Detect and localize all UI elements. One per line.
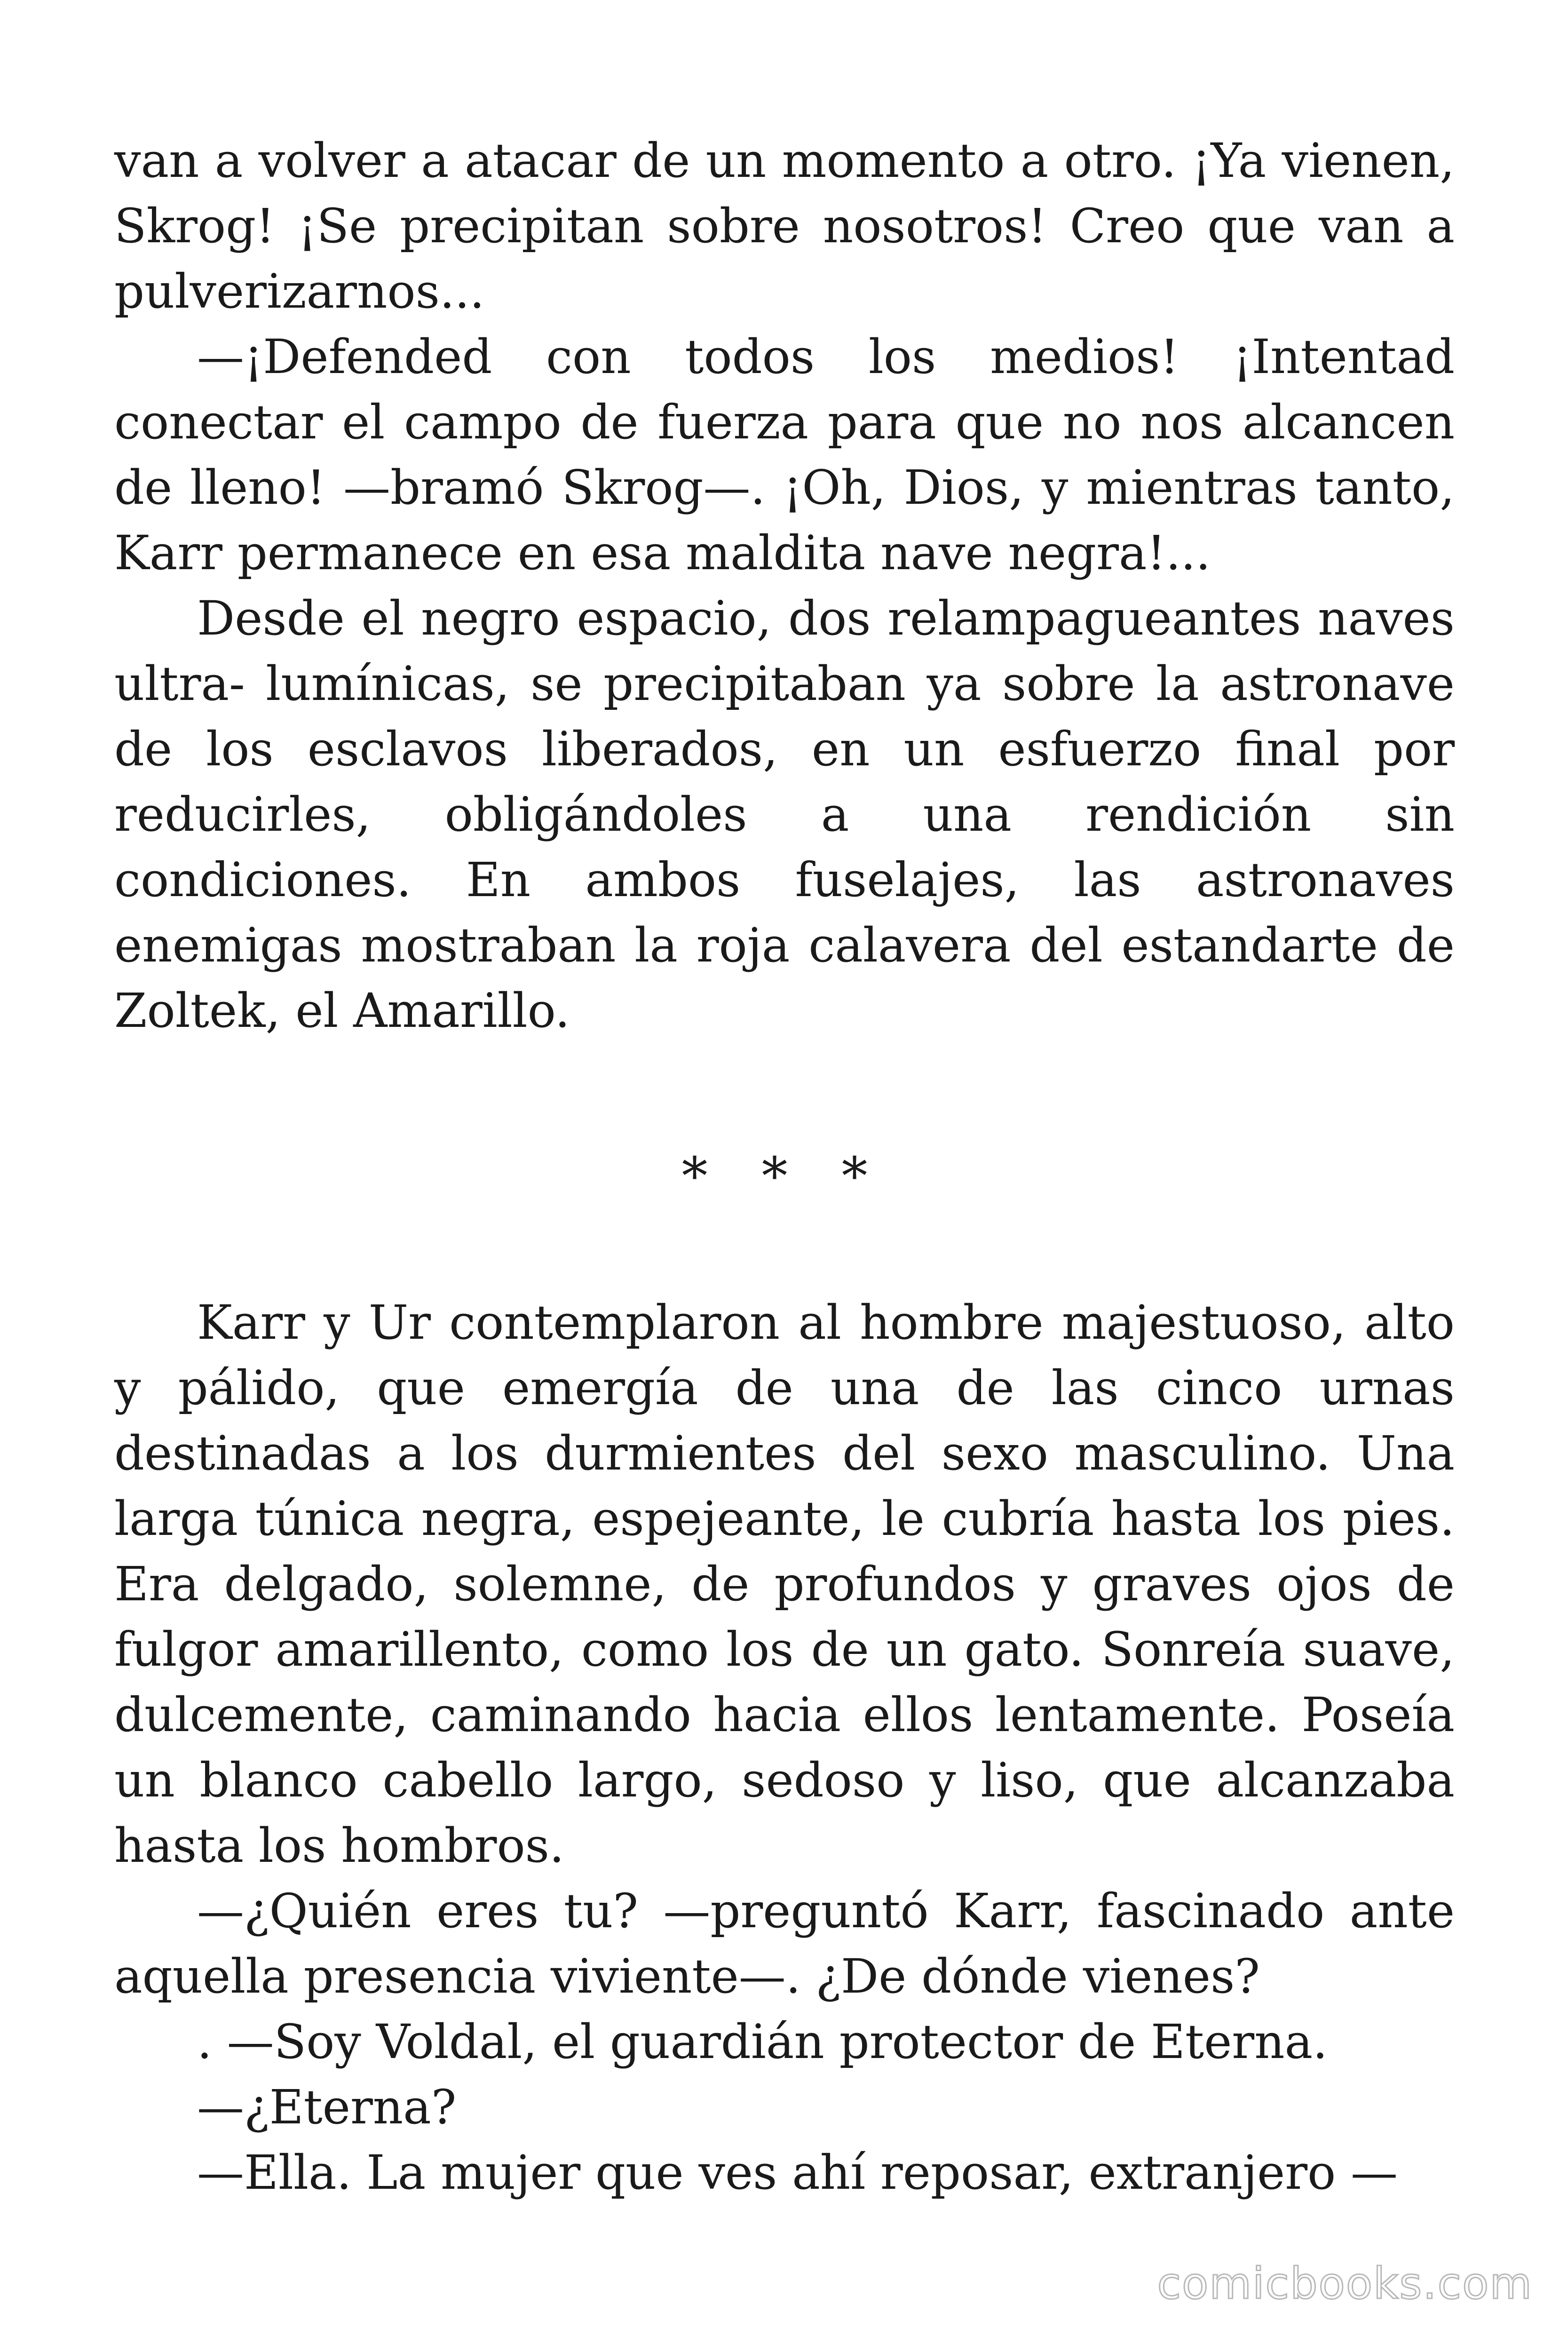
paragraph: —¿Quién eres tu? —preguntó Karr, fascinado ante aquella presencia viviente—. ¿De dónde vienes? <box>114 1883 1455 2004</box>
paragraph: Karr y Ur contemplaron al hombre majestuoso, alto y pálido, que emergía de una de las cinco urnas destinadas a los durmientes del sexo masculino. Una larga túnica negra, espejeante, le cubría hasta los pies. Era delgado, solemne, de profundos y graves ojos de fulgor amarillento, como los de un gato. Sonreía suave, dulcemente, caminando hacia ellos lentamente. Poseía un blanco cabello largo, sedoso y liso, que alcanzaba hasta los hombros. <box>114 1295 1455 1873</box>
text-block-bottom <box>114 1290 1455 2205</box>
paragraph: van a volver a atacar de un momento a otro. ¡Ya vienen, Skrog! ¡Se precipitan sobre nosotros! Creo que van a pulverizarnos... <box>114 133 1455 319</box>
paragraph: . —Soy Voldal, el guardián protector de Eterna. <box>197 2014 1328 2069</box>
watermark: comicbooks.com <box>1157 2258 1533 2309</box>
text-block-top <box>114 128 1455 1043</box>
paragraph: —¡Defended con todos los medios! ¡Intentad conectar el campo de fuerza para que no nos alcancen de lleno! —bramó Skrog—. ¡Oh, Dios, y mientras tanto, Karr permanece en esa maldita nave negra!... <box>114 329 1455 580</box>
paragraph: —¿Eterna? <box>197 2080 457 2135</box>
paragraph: —Ella. La mujer que ves ahí reposar, extranjero — <box>197 2145 1398 2200</box>
section-separator: * * * <box>681 1146 887 1206</box>
paragraph: Desde el negro espacio, dos relampagueantes naves ultra- lumínicas, se precipitaban ya sobre la astronave de los esclavos liberados, en un esfuerzo final por reducirles, obligándoles a una rendición sin condiciones. En ambos fuselajes, las astronaves enemigas mostraban la roja calavera del estandarte de Zoltek, el Amarillo. <box>114 591 1455 1038</box>
